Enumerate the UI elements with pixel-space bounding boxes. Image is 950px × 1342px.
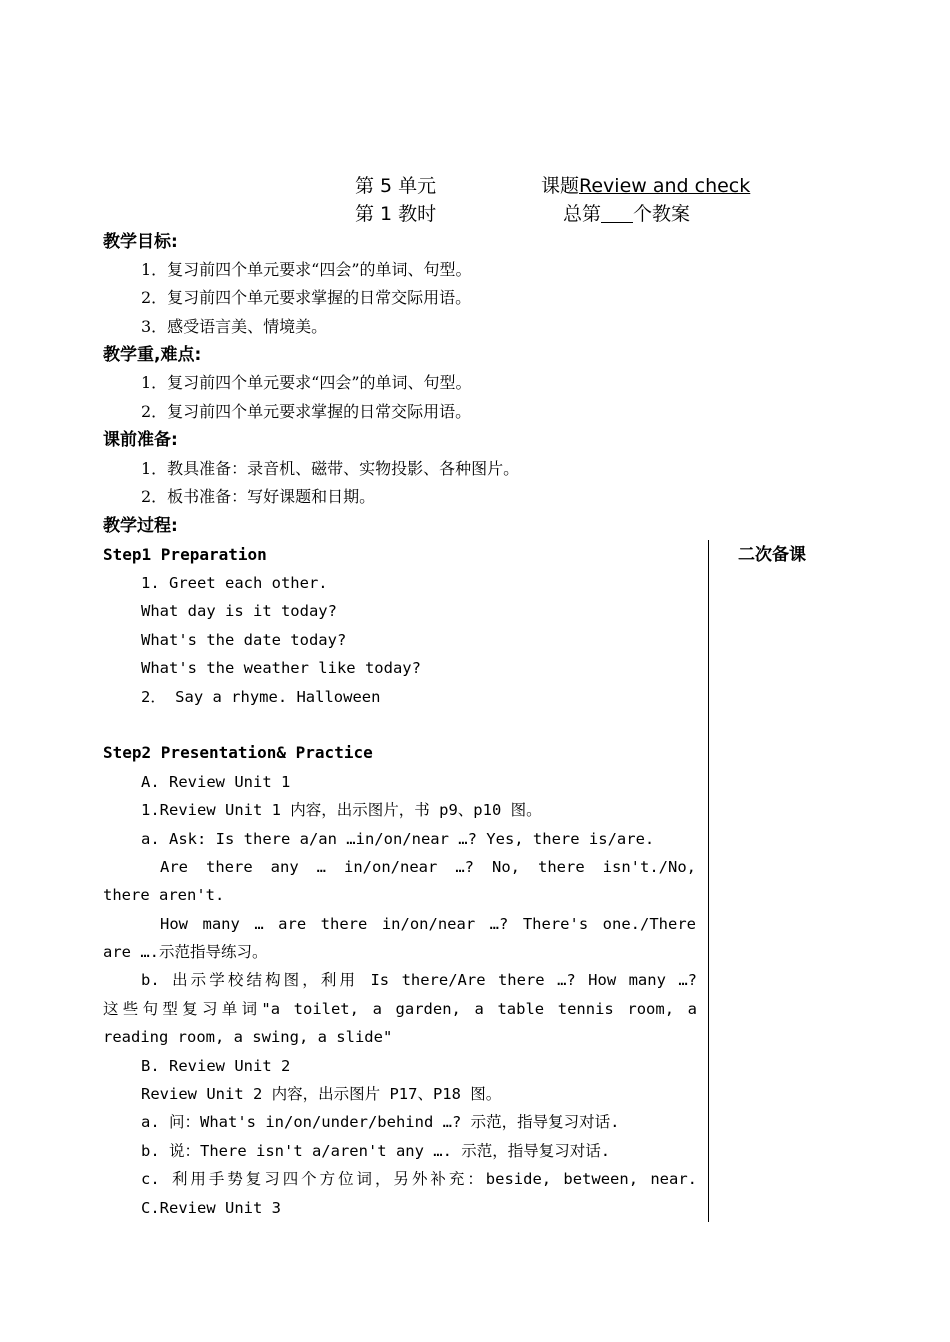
step2-line: A. Review Unit 1 xyxy=(141,773,291,791)
step1-line: What day is it today? xyxy=(141,602,337,620)
key-points-title: 教学重,难点: xyxy=(103,345,202,365)
topic-line xyxy=(541,172,750,200)
preparation-item: 1．教具准备：录音机、磁带、实物投影、各种图片。 xyxy=(141,459,520,478)
step1-line: What's the weather like today? xyxy=(141,659,421,677)
step1-line: 2． Say a rhyme. Halloween xyxy=(141,688,381,706)
total-suffix: 个教案 xyxy=(633,203,691,225)
objectives-title: 教学目标: xyxy=(103,232,178,252)
total-plan-line xyxy=(563,200,690,228)
key-point-item: 1．复习前四个单元要求“四会”的单词、句型。 xyxy=(141,373,472,392)
step2-line: Are there any … in/on/near …? No, there isn't./No, xyxy=(160,858,696,876)
key-point-item: 2．复习前四个单元要求掌握的日常交际用语。 xyxy=(141,402,472,421)
step2-line: reading room, a swing, a slide" xyxy=(103,1028,393,1046)
preparation-title: 课前准备: xyxy=(103,430,178,450)
process-title: 教学过程: xyxy=(103,516,178,536)
preparation-item: 2．板书准备：写好课题和日期。 xyxy=(141,487,376,506)
total-prefix: 总第 xyxy=(563,203,602,225)
step2-line: 这些句型复习单词"a toilet, a garden, a table tennis room, a xyxy=(103,1000,697,1018)
topic-prefix: 课题 xyxy=(541,175,580,197)
step2-line: C.Review Unit 3 xyxy=(141,1199,281,1217)
step2-line: a. 问：What's in/on/under/behind …? 示范，指导复习对话. xyxy=(141,1113,620,1131)
step2-line: b. 说：There isn't a/aren't any …. 示范，指导复习对话. xyxy=(141,1142,611,1160)
column-divider xyxy=(708,540,709,1222)
step2-line: B. Review Unit 2 xyxy=(141,1057,291,1075)
objective-item: 1．复习前四个单元要求“四会”的单词、句型。 xyxy=(141,260,472,279)
step2-line: c. 利用手势复习四个方位词，另外补充：beside, between, near. xyxy=(141,1170,697,1188)
unit-label-text: 第 5 单元 xyxy=(355,175,437,197)
step2-line: How many … are there in/on/near …? There's one./There xyxy=(160,915,696,933)
step1-line: What's the date today? xyxy=(141,631,347,649)
step2-line: 1.Review Unit 1 内容，出示图片，书 p9、p10 图。 xyxy=(141,801,542,819)
step2-line: a. Ask: Is there a/an …in/on/near …? Yes, there is/are. xyxy=(141,830,655,848)
step2-line: b. 出示学校结构图，利用 Is there/Are there …? How many …? xyxy=(141,971,697,989)
side-note: 二次备课 xyxy=(738,545,806,565)
unit-label xyxy=(355,172,436,200)
total-blank xyxy=(601,204,633,223)
period-label xyxy=(355,200,436,228)
step1-line: 1. Greet each other. xyxy=(141,574,328,592)
step2-title: Step2 Presentation& Practice xyxy=(103,743,373,762)
topic-title: Review and check xyxy=(579,175,751,197)
step2-line: there aren't. xyxy=(103,886,225,904)
objective-item: 3．感受语言美、情境美。 xyxy=(141,317,328,336)
step2-line: are ….示范指导练习。 xyxy=(103,943,268,961)
step2-line: Review Unit 2 内容，出示图片 P17、P18 图。 xyxy=(141,1085,502,1103)
objective-item: 2．复习前四个单元要求掌握的日常交际用语。 xyxy=(141,288,472,307)
period-label-text: 第 1 教时 xyxy=(355,203,437,225)
step1-title: Step1 Preparation xyxy=(103,545,267,564)
